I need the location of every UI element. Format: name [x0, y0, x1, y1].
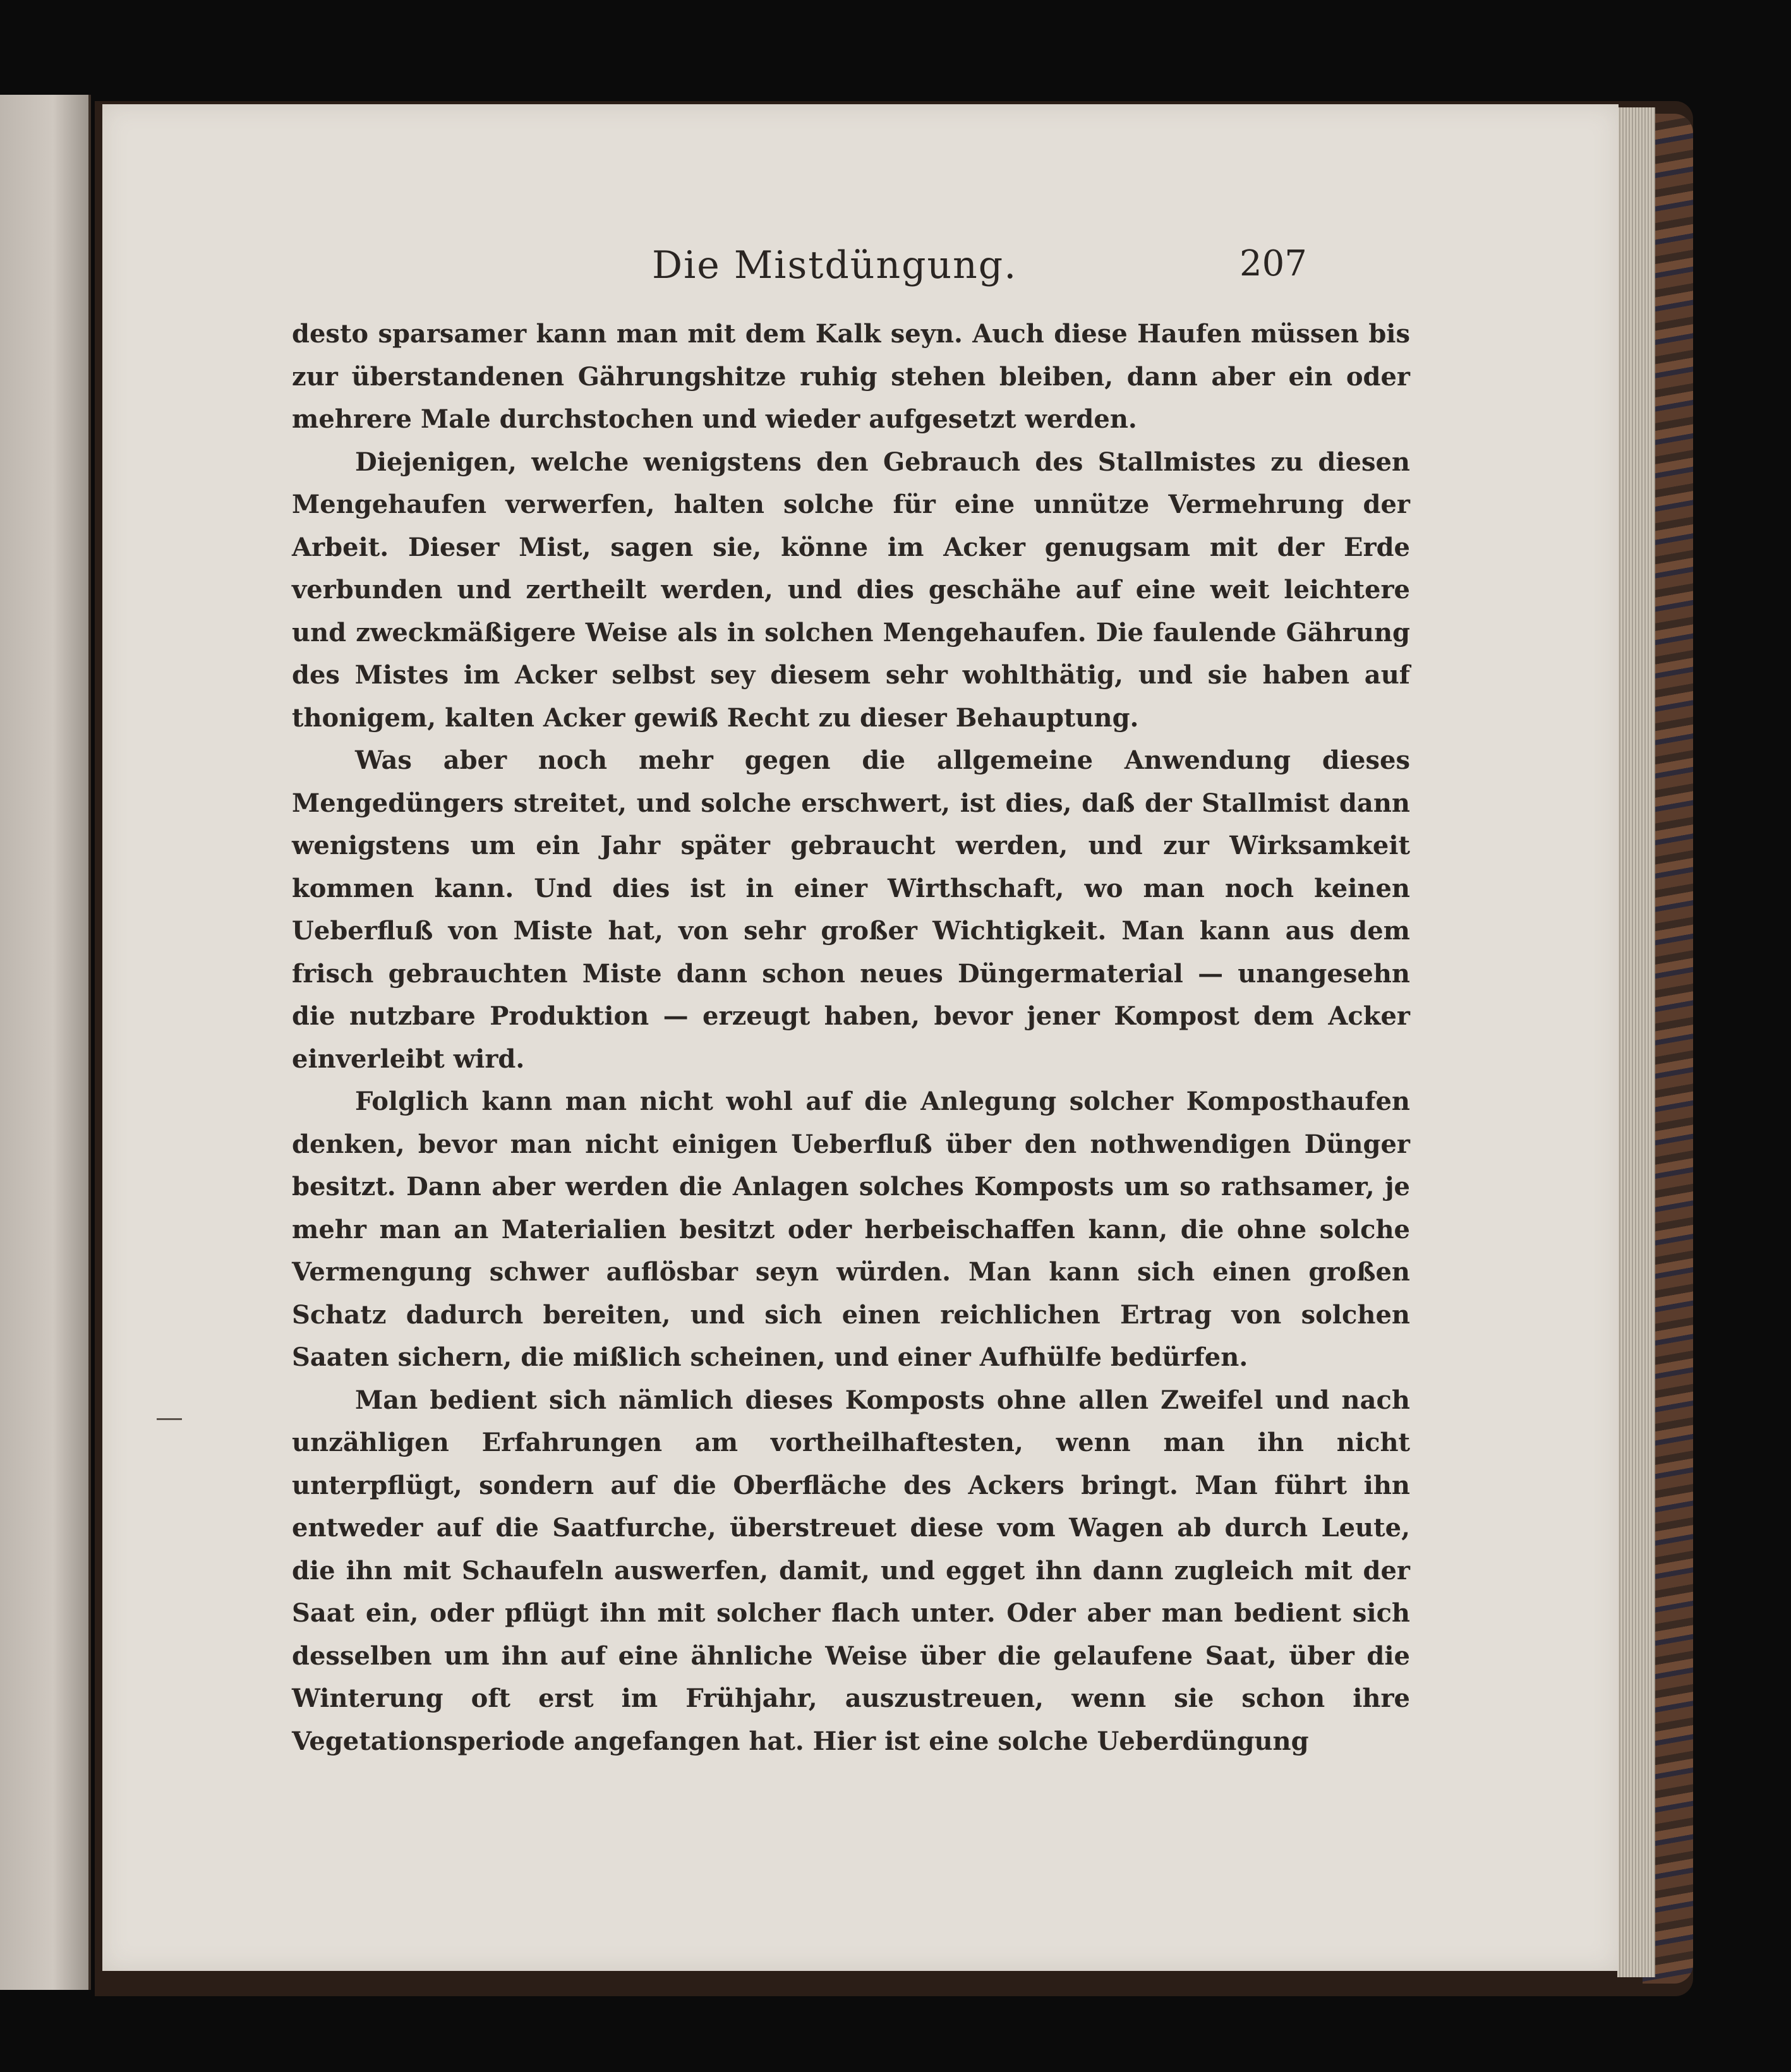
book-page: [102, 104, 1619, 1971]
paragraph-2: Diejenigen, welche wenigstens den Gebrauch des Stallmistes zu diesen Mengehaufen verwerfen, halten solche für eine unnütze Vermehrung der Arbeit. Dieser Mist, sagen sie, könne im Acker genugsam mit der Erde verbunden und zertheilt werden, und dies geschähe auf eine weit leichtere und zweckmäßigere Weise als in solchen Mengehaufen. Die faulende Gährung des Mistes im Acker selbst sey diesem sehr wohlthätig, und sie haben auf thonigem, kalten Acker gewiß Recht zu dieser Behauptung.: [292, 447, 1410, 733]
page-header: [102, 243, 1619, 313]
paragraph-5: Man bedient sich nämlich dieses Komposts ohne allen Zweifel und nach unzähligen Erfahrungen am vortheilhaftesten, wenn man ihn nicht unterpflügt, sondern auf die Oberfläche des Ackers bringt. Man führt ihn entweder auf die Saatfurche, überstreuet diese vom Wagen ab durch Leute, die ihn mit Schaufeln auswerfen, damit, und egget ihn dann zugleich mit der Saat ein, oder pflügt ihn mit solcher flach unter. Oder aber man bedient sich desselben um ihn auf eine ähnliche Weise über die gelaufene Saat, über die Winterung oft erst im Frühjahr, auszustreuen, wenn sie schon ihre Vegetationsperiode angefangen hat. Hier ist eine solche Ueberdüngung: [292, 1385, 1410, 1756]
paragraph-3: Was aber noch mehr gegen die allgemeine Anwendung dieses Mengedüngers streitet, und solche erschwert, ist dies, daß der Stallmist dann wenigstens um ein Jahr später gebraucht werden, und zur Wirksamkeit kommen kann. Und dies ist in einer Wirthschaft, wo man noch keinen Ueberfluß von Miste hat, von sehr großer Wichtigkeit. Man kann aus dem frisch gebrauchten Miste dann schon neues Düngermaterial — unangesehn die nutzbare Produktion — erzeugt haben, bevor jener Kompost dem Acker einverleibt wird.: [292, 745, 1410, 1074]
paragraph-4: Folglich kann man nicht wohl auf die Anlegung solcher Komposthaufen denken, bevor man nicht einigen Ueberfluß über den nothwendigen Dünger besitzt. Dann aber werden die Anlagen solches Komposts um so rathsamer, je mehr man an Materialien besitzt oder herbeischaffen kann, die ohne solche Vermengung schwer auflösbar seyn würden. Man kann sich einen großen Schatz dadurch bereiten, und sich einen reichlichen Ertrag von solchen Saaten sichern, die mißlich scheinen, und einer Aufhülfe bedürfen.: [292, 1087, 1410, 1372]
facing-page-edge: [0, 95, 91, 1990]
running-head: Die Mistdüngung.: [652, 243, 1018, 287]
page-number: 207: [1239, 243, 1307, 284]
body-text: [292, 313, 1410, 1762]
page-stack-edge: [1617, 107, 1655, 1977]
margin-pencil-mark: [157, 1418, 182, 1420]
paragraph-1: desto sparsamer kann man mit dem Kalk seyn. Auch diese Haufen müssen bis zur überstandenen Gährungshitze ruhig stehen bleiben, dann aber ein oder mehrere Male durchstochen und wieder aufgesetzt werden.: [292, 319, 1410, 434]
